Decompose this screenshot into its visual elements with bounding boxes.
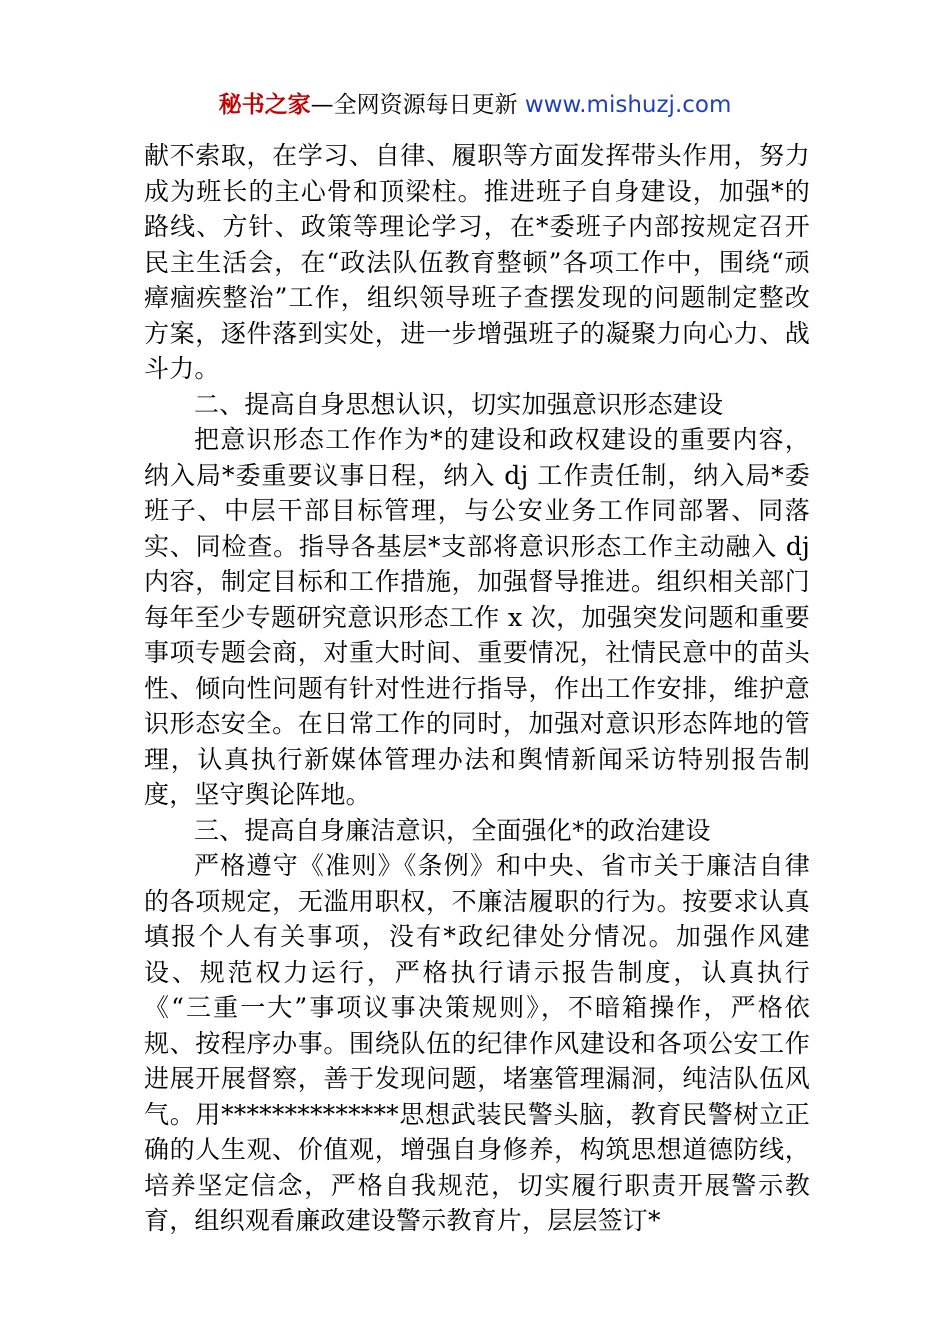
paragraph-integrity: 严格遵守《准则》《条例》和中央、省市关于廉洁自律的各项规定，无滥用职权，不廉洁履职的行为。按要求认真填报个人有关事项，没有*政纪律处分情况。加强作风建设、规范权力运行，严格执行请示报告制度，认真执行《“三重一大”事项议事决策规则》，不暗箱操作，严格依规、按程序办事。围绕队伍的纪律作风建设和各项公安工作进展开展督察，善于发现问题，堵塞管理漏洞，纯洁队伍风气。用**************思想武装民警头脑，教育民警树立正确的人生观、价值观，增强自身修养，构筑思想道德防线，培养坚定信念，严格自我规范，切实履行职责开展警示教育，组织观看廉政建设警示教育片，层层签订* (144, 851, 810, 1235)
brand-name: 秘书之家 (218, 92, 311, 118)
section-heading-2: 二、提高自身思想认识，切实加强意识形态建设 (194, 389, 724, 419)
paragraph-continuation: 献不索取，在学习、自律、履职等方面发挥带头作用，努力成为班长的主心骨和顶梁柱。推进班子自身建设，加强*的路线、方针、政策等理论学习，在*委班子内部按规定召开民主生活会，在“政法队伍教育整顿”各项工作中，围绕“顽瘴痼疾整治”工作，组织领导班子查摆发现的问题制定整改方案，逐件落到实处，进一步增强班子的凝聚力向心力、战斗力。 (144, 141, 810, 383)
page-header (0, 88, 950, 122)
section-heading-3: 三、提高自身廉洁意识，全面强化*的政治建设 (194, 815, 711, 845)
header-url[interactable]: www.mishuzj.com (524, 92, 732, 118)
header-slogan: —全网资源每日更新 (310, 92, 525, 118)
paragraph-ideology: 把意识形态工作作为*的建设和政权建设的重要内容，纳入局*委重要议事日程，纳入 dj 工作责任制，纳入局*委班子、中层干部目标管理，与公安业务工作同部署、同落实、同检查。指导各基层*支部将意识形态工作主动融入 dj 内容，制定目标和工作措施，加强督导推进。组织相关部门每年至少专题研究意识形态工作 x 次，加强突发问题和重要事项专题会商，对重大时间、重要情况，社情民意中的苗头性、倾向性问题有针对性进行指导，作出工作安排，维护意识形态安全。在日常工作的同时，加强对意识形态阵地的管理，认真执行新媒体管理办法和舆情新闻采访特别报告制度，坚守舆论阵地。 (144, 425, 810, 809)
document-body (144, 138, 810, 1239)
